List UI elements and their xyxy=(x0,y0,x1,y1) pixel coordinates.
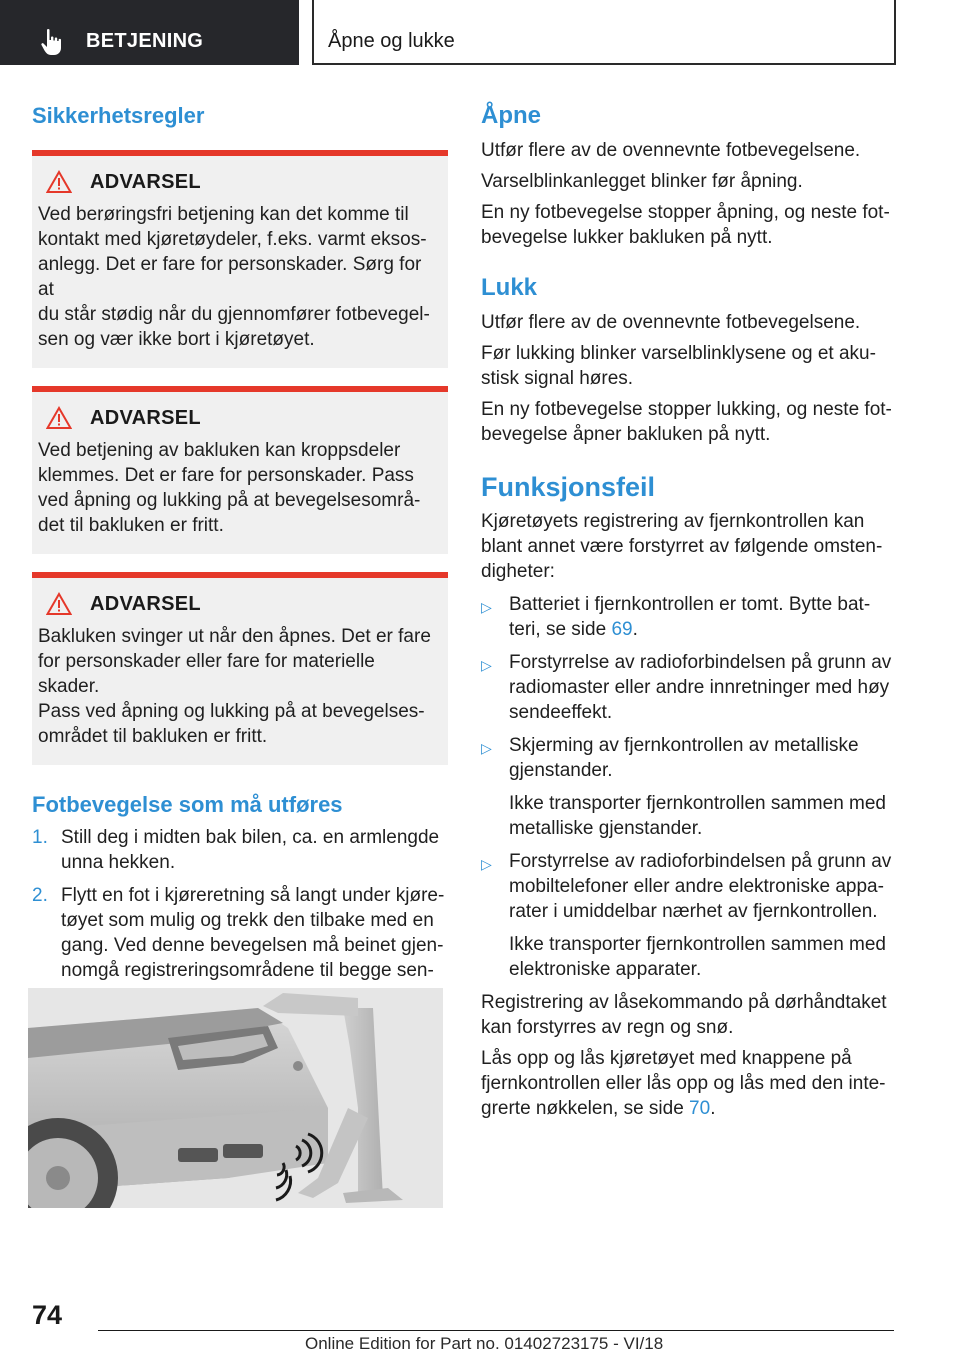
section-tab[interactable] xyxy=(312,0,896,65)
foot-motion-heading: Fotbevegelse som må utføres xyxy=(32,792,343,817)
car-rear-illustration xyxy=(28,988,443,1208)
chapter-tab[interactable] xyxy=(0,0,299,65)
triangle-bullet-icon: ▷ xyxy=(481,599,492,615)
chapter-label: BETJENING xyxy=(86,30,204,52)
hand-pointer-icon xyxy=(38,27,68,57)
warning-box-2 xyxy=(32,386,448,554)
list-item: ▷ Forstyrrelse av radioforbindelsen på grunn av radiomaster eller andre innretninger med høy sendeeffekt. xyxy=(481,652,892,723)
safety-heading: Sikkerhetsregler xyxy=(32,103,205,128)
warning-box-3 xyxy=(32,572,448,765)
list-item: ▷ Forstyrrelse av radioforbindelsen på grunn av mobiltelefoner eller andre elektroniske appa- rater i umiddelbar nærhet av fjernkontrollen. Ikke transporter fjernkontrollen sammen med elektroniske apparater. xyxy=(481,851,892,980)
close-paragraph: Utfør flere av de ovennevnte fotbevegelsene. xyxy=(481,312,861,333)
warning-text: Bakluken svinger ut når den åpnes. Det er fare for personskader eller fare for materielle skader. Pass ved åpning og lukking på at bevegelses- området til bakluken er fritt. xyxy=(38,626,431,747)
malfunction-list xyxy=(481,592,911,982)
list-item: 1. Still deg i midten bak bilen, ca. en armlengde unna hekken. xyxy=(32,827,440,873)
warning-triangle-icon xyxy=(46,592,72,616)
steps-list xyxy=(32,825,448,1008)
page-number: 74 xyxy=(32,1300,63,1330)
right-column xyxy=(481,100,911,1121)
list-item: ▷ Batteriet i fjernkontrollen er tomt. Bytte bat- teri, se side 69. xyxy=(481,594,871,640)
close-heading: Lukk xyxy=(481,274,538,301)
warning-box-1 xyxy=(32,150,448,368)
warning-title: ADVARSEL xyxy=(90,592,201,615)
left-column xyxy=(32,100,448,1016)
warning-title: ADVARSEL xyxy=(90,170,201,193)
section-label: Åpne og lukke xyxy=(328,30,455,52)
close-paragraph: Før lukking blinker varselblinklysene og et aku- stisk signal høres. xyxy=(481,343,876,389)
page-link-69[interactable]: 69 xyxy=(611,619,633,640)
warning-title: ADVARSEL xyxy=(90,406,201,429)
warning-triangle-icon xyxy=(46,170,72,194)
warning-text: Ved berøringsfri betjening kan det komme til kontakt med kjøretøydeler, f.eks. varmt eksos- anlegg. Det er fare for personskader. Sørg for at du står stødig når du gjennomfører fotbevegel- sen og vær ikke bort i kjøretøyet. xyxy=(38,204,430,350)
close-paragraph: En ny fotbevegelse stopper lukking, og neste fot- bevegelse åpner bakluken på nytt. xyxy=(481,399,892,445)
triangle-bullet-icon: ▷ xyxy=(481,740,492,756)
page-link-70[interactable]: 70 xyxy=(689,1098,711,1119)
list-item: ▷ Skjerming av fjernkontrollen av metalliske gjenstander. Ikke transporter fjernkontrollen sammen med metalliske gjenstander. xyxy=(481,735,886,839)
triangle-bullet-icon: ▷ xyxy=(481,856,492,872)
foot-gesture-illustration xyxy=(28,988,443,1208)
warning-text: Ved betjening av bakluken kan kroppsdeler klemmes. Det er fare for personskader. Pass ved åpning og lukking på at bevegelsesområ- det til bakluken er fritt. xyxy=(38,440,421,536)
triangle-bullet-icon: ▷ xyxy=(481,657,492,673)
open-heading: Åpne xyxy=(481,102,541,129)
open-paragraph: En ny fotbevegelse stopper åpning, og neste fot- bevegelse lukker bakluken på nytt. xyxy=(481,202,890,248)
rain-paragraph: Registrering av låsekommando på dørhåndtaket kan forstyrres av regn og snø. xyxy=(481,992,887,1038)
warning-triangle-icon xyxy=(46,406,72,430)
key-paragraph: Lås opp og lås kjøretøyet med knappene på fjernkontrollen eller lås opp og lås med den inte- grerte nøkkelen, se side 70. xyxy=(481,1048,886,1119)
list-item: 2. Flytt en fot i kjøreretning så langt under kjøre- tøyet som mulig og trekk den tilbake med en gang. Ved denne bevegelsen må beinet gjen- nomgå registreringsområdene til begge sen- xyxy=(32,885,445,981)
malfunction-intro: Kjøretøyets registrering av fjernkontrollen kan blant annet være forstyrret av følgende omsten- digheter: xyxy=(481,511,883,582)
malfunction-heading: Funksjonsfeil xyxy=(481,472,656,502)
footer-divider xyxy=(98,1330,894,1331)
open-paragraph: Varselblinkanlegget blinker før åpning. xyxy=(481,171,803,192)
edition-label: Online Edition for Part no. 01402723175 - VI/18 xyxy=(305,1334,664,1353)
open-paragraph: Utfør flere av de ovennevnte fotbevegelsene. xyxy=(481,140,861,161)
